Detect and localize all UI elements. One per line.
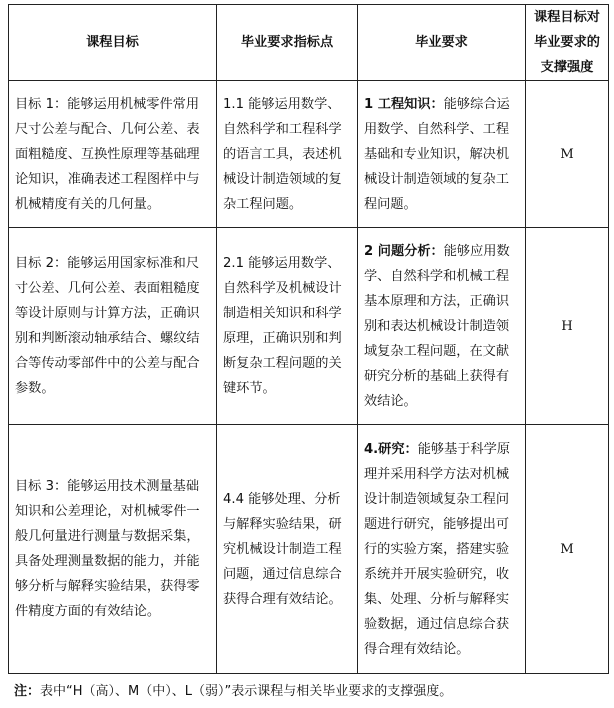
- requirement-title: 2 问题分析：: [364, 243, 444, 259]
- course-goal-cell: 目标 2：能够运用国家标准和尺寸公差、几何公差、表面粗糙度等设计原则与计算方法，正确识别和判断滚动轴承结合、螺纹结合等传动零部件中的公差与配合参数。: [9, 228, 217, 425]
- requirement-text: 能够应用数学、自然科学和机械工程基本原理和方法，正确识别和表达机械设计制造领域复杂工程问题，在文献研究分析的基础上获得有效结论。: [364, 243, 510, 409]
- table-row: [9, 81, 609, 228]
- requirement-text: 能够综合运用数学、自然科学、工程基础和专业知识，解决机械设计制造领域的复杂工程问题。: [364, 96, 510, 212]
- table-row: [9, 228, 609, 425]
- table-footnote: [14, 680, 452, 704]
- header-course-goal: 课程目标: [9, 5, 217, 81]
- footnote-text: 表中“H（高）、M（中）、L（弱）”表示课程与相关毕业要求的支撑强度。: [40, 684, 453, 699]
- header-support-strength: 课程目标对毕业要求的支撑强度: [526, 5, 609, 81]
- course-goal-cell: 目标 1：能够运用机械零件常用尺寸公差与配合、几何公差、表面粗糙度、互换性原理等基础理论知识，准确表述工程图样中与机械精度有关的几何量。: [9, 81, 217, 228]
- course-objectives-table: [8, 4, 609, 674]
- strength-cell: H: [526, 228, 609, 425]
- table-header-row: [9, 5, 609, 81]
- strength-cell: M: [526, 425, 609, 674]
- header-indicator: 毕业要求指标点: [217, 5, 358, 81]
- indicator-cell: 1.1 能够运用数学、自然科学和工程科学的语言工具，表述机械设计制造领域的复杂工程问题。: [217, 81, 358, 228]
- header-graduation-requirement: 毕业要求: [358, 5, 526, 81]
- requirement-title: 1 工程知识：: [364, 96, 444, 112]
- indicator-cell: 4.4 能够处理、分析与解释实验结果，研究机械设计制造工程问题，通过信息综合获得合理有效结论。: [217, 425, 358, 674]
- requirement-cell: [358, 425, 526, 674]
- requirement-cell: [358, 228, 526, 425]
- requirement-title: 4.研究：: [364, 441, 418, 457]
- course-goal-cell: 目标 3：能够运用技术测量基础知识和公差理论，对机械零件一般几何量进行测量与数据采集，具备处理测量数据的能力，并能够分析与解释实验结果，获得零件精度方面的有效结论。: [9, 425, 217, 674]
- requirement-text: 能够基于科学原理并采用科学方法对机械设计制造领域复杂工程问题进行研究，能够提出可行的实验方案，搭建实验系统并开展实验研究，收集、处理、分析与解释实验数据，通过信息综合获得合理有效结论。: [364, 441, 511, 657]
- indicator-cell: 2.1 能够运用数学、自然科学及机械设计制造相关知识和科学原理，正确识别和判断复杂工程问题的关键环节。: [217, 228, 358, 425]
- table-row: [9, 425, 609, 674]
- footnote-label: 注：: [14, 684, 41, 699]
- strength-cell: M: [526, 81, 609, 228]
- requirement-cell: [358, 81, 526, 228]
